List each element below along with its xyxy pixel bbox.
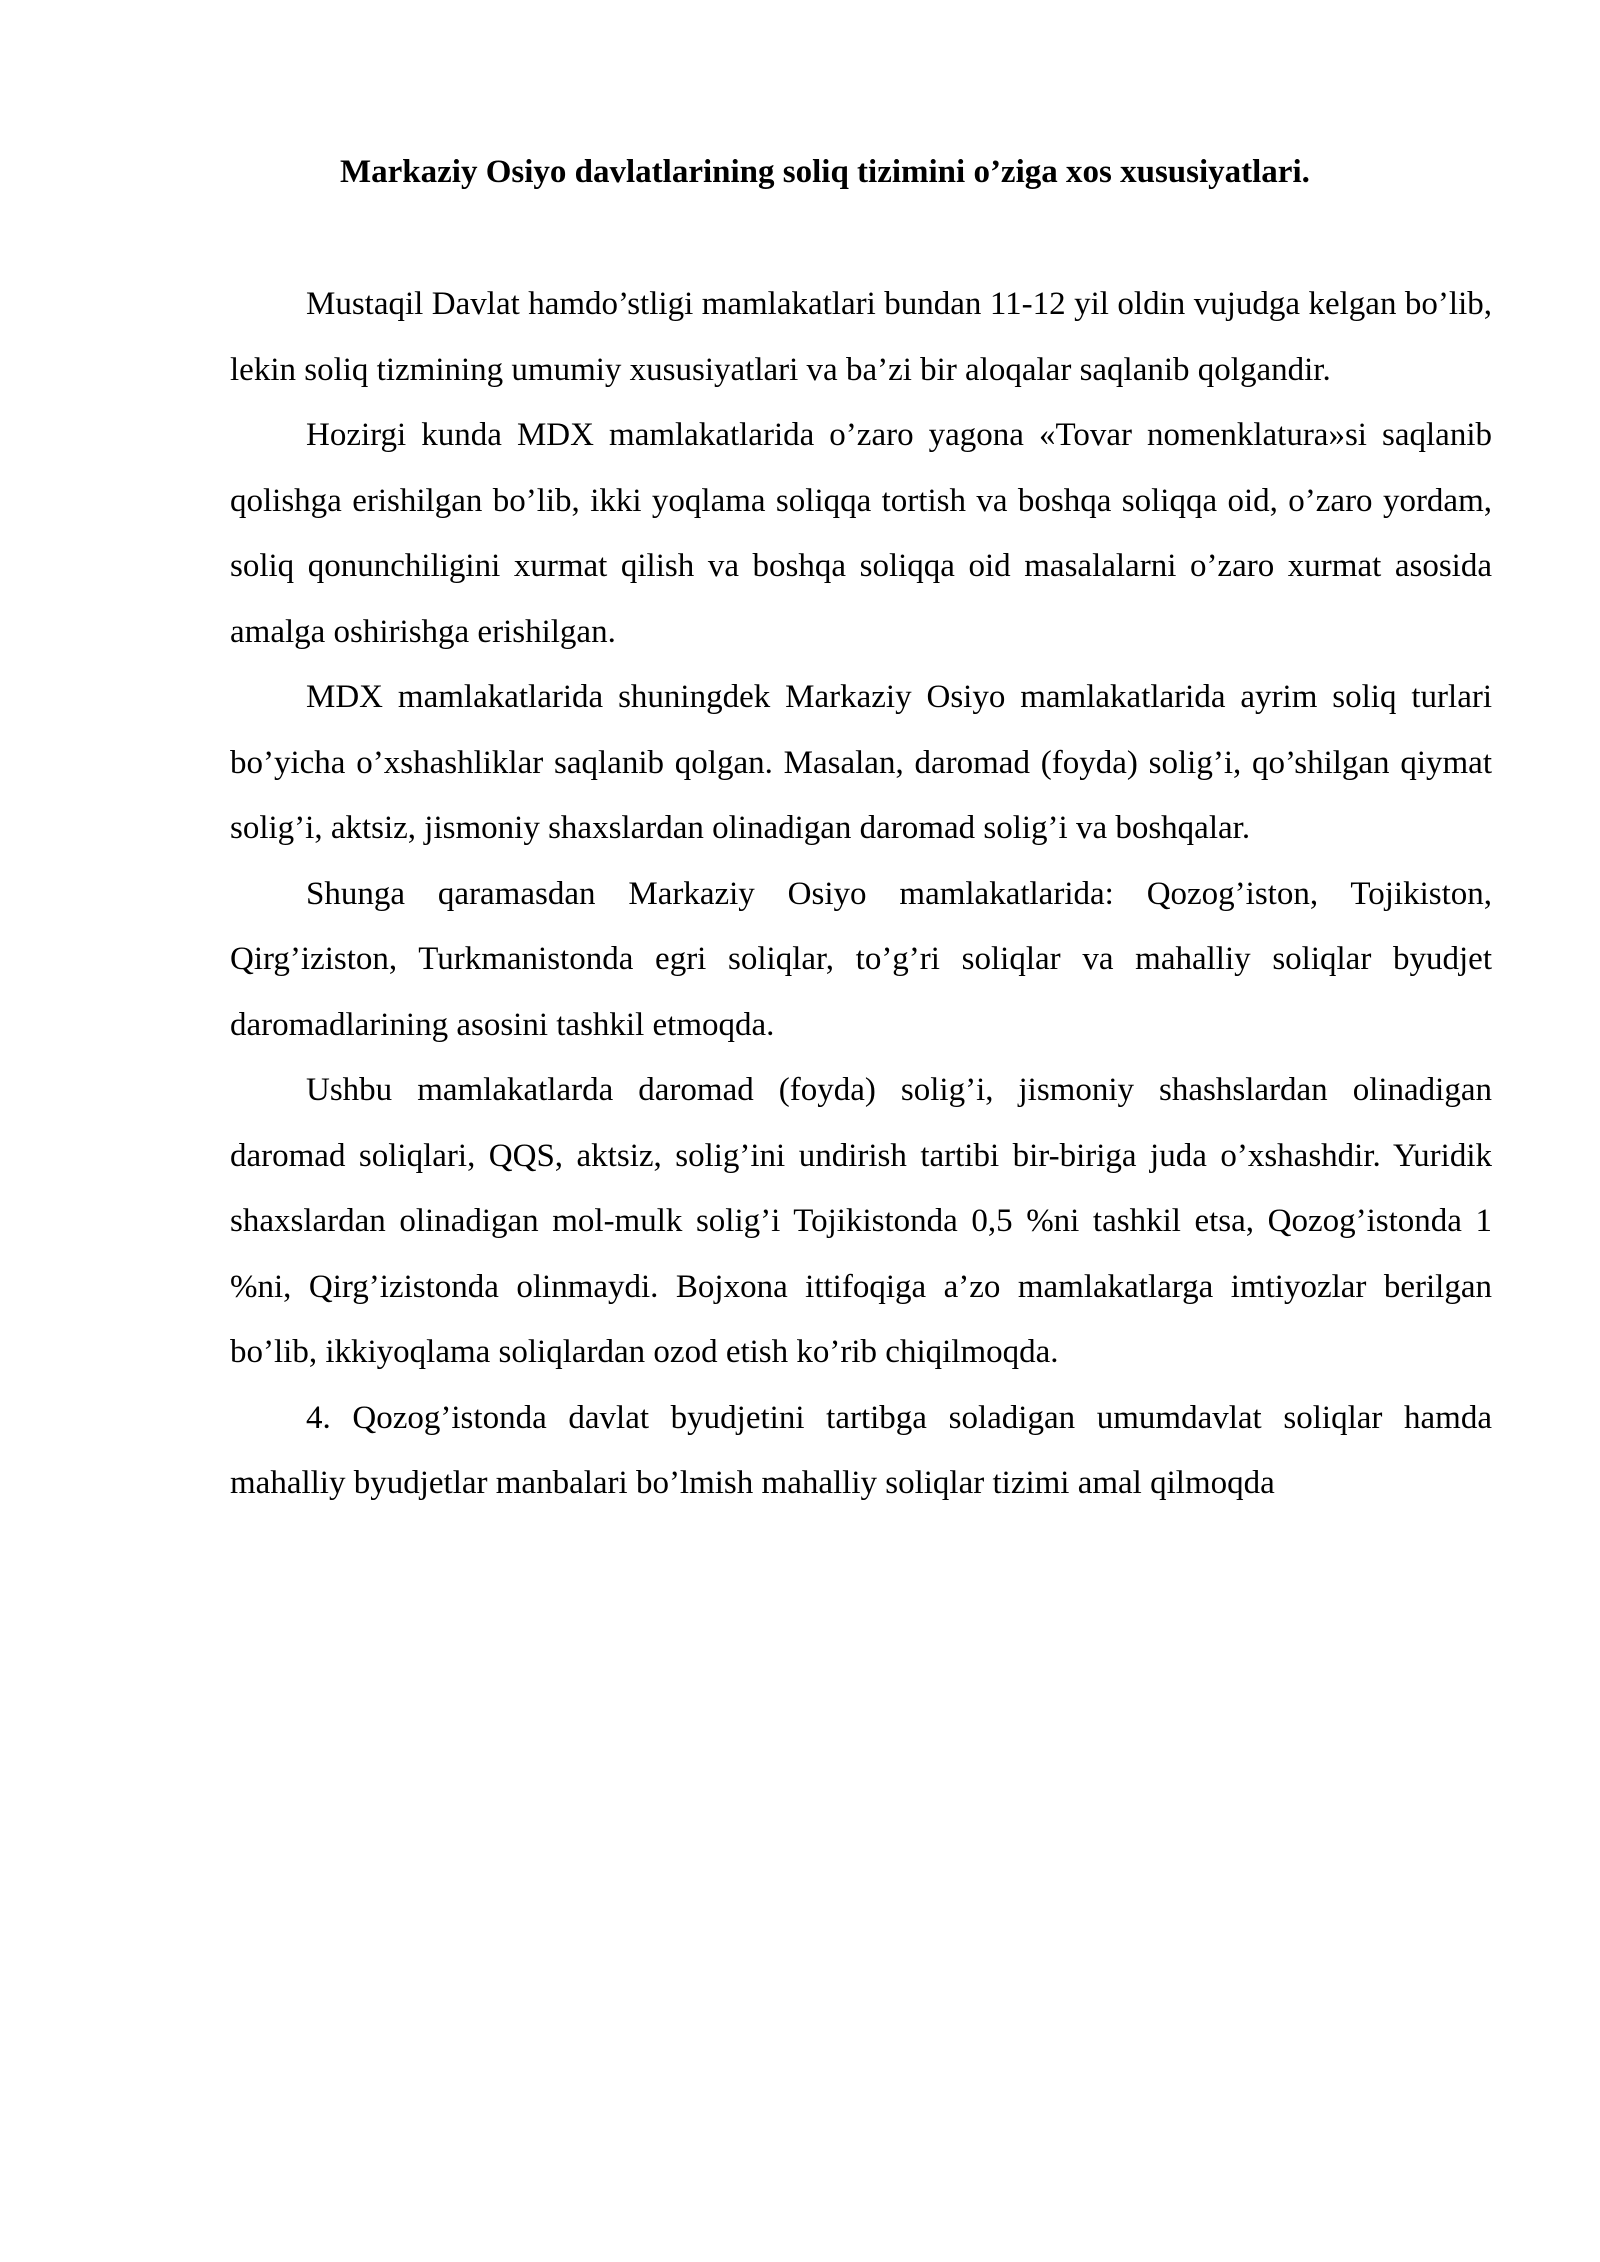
- paragraph-2: Hozirgi kunda MDX mamlakatlarida o’zaro yagona «Tovar nomenklatura»si saqlanib qolishga erishilgan bo’lib, ikki yoqlama soliqqa tortish va boshqa soliqqa oid, o’zaro yordam, soliq qonunchiligini xurmat qilish va boshqa soliqqa oid masalalarni o’zaro xurmat asosida amalga oshirishga erishilgan.: [230, 417, 1492, 650]
- paragraph-1: Mustaqil Davlat hamdo’stligi mamlakatlari bundan 11-12 yil oldin vujudga kelgan bo’lib, lekin soliq tizmining umumiy xususiyatlari va ba’zi bir aloqalar saqlanib qolgandir.: [230, 286, 1492, 388]
- document-body: [230, 272, 1492, 1517]
- paragraph-6: 4. Qozog’istonda davlat byudjetini tartibga soladigan umumdavlat soliqlar hamda mahalliy byudjetlar manbalari bo’lmish mahalliy soliqlar tizimi amal qilmoqda: [230, 1399, 1492, 1501]
- paragraph-5: Ushbu mamlakatlarda daromad (foyda) solig’i, jismoniy shashslardan olinadigan daromad soliqlari, QQS, aktsiz, solig’ini undirish tartibi bir-biriga juda o’xshashdir. Yuridik shaxslardan olinadigan mol-mulk solig’i Tojikistonda 0,5 %ni tashkil etsa, Qozog’istonda 1 %ni, Qirg’izistonda olinmaydi. Bojxona ittifoqiga a’zo mamlakatlarga imtiyozlar berilgan bo’lib, ikkiyoqlama soliqlardan ozod etish ko’rib chiqilmoqda.: [230, 1072, 1492, 1370]
- document-title: Markaziy Osiyo davlatlarining soliq tizimini o’ziga xos xususiyatlari.: [340, 154, 1310, 190]
- paragraph-3: MDX mamlakatlarida shuningdek Markaziy Osiyo mamlakatlarida ayrim soliq turlari bo’yicha o’xshashliklar saqlanib qolgan. Masalan, daromad (foyda) solig’i, qo’shilgan qiymat solig’i, aktsiz, jismoniy shaxslardan olinadigan daromad solig’i va boshqalar.: [230, 679, 1492, 846]
- paragraph-4: Shunga qaramasdan Markaziy Osiyo mamlakatlarida: Qozog’iston, Tojikiston, Qirg’iziston, Turkmanistonda egri soliqlar, to’g’ri soliqlar va mahalliy soliqlar byudjet daromadlarining asosini tashkil etmoqda.: [230, 875, 1492, 1043]
